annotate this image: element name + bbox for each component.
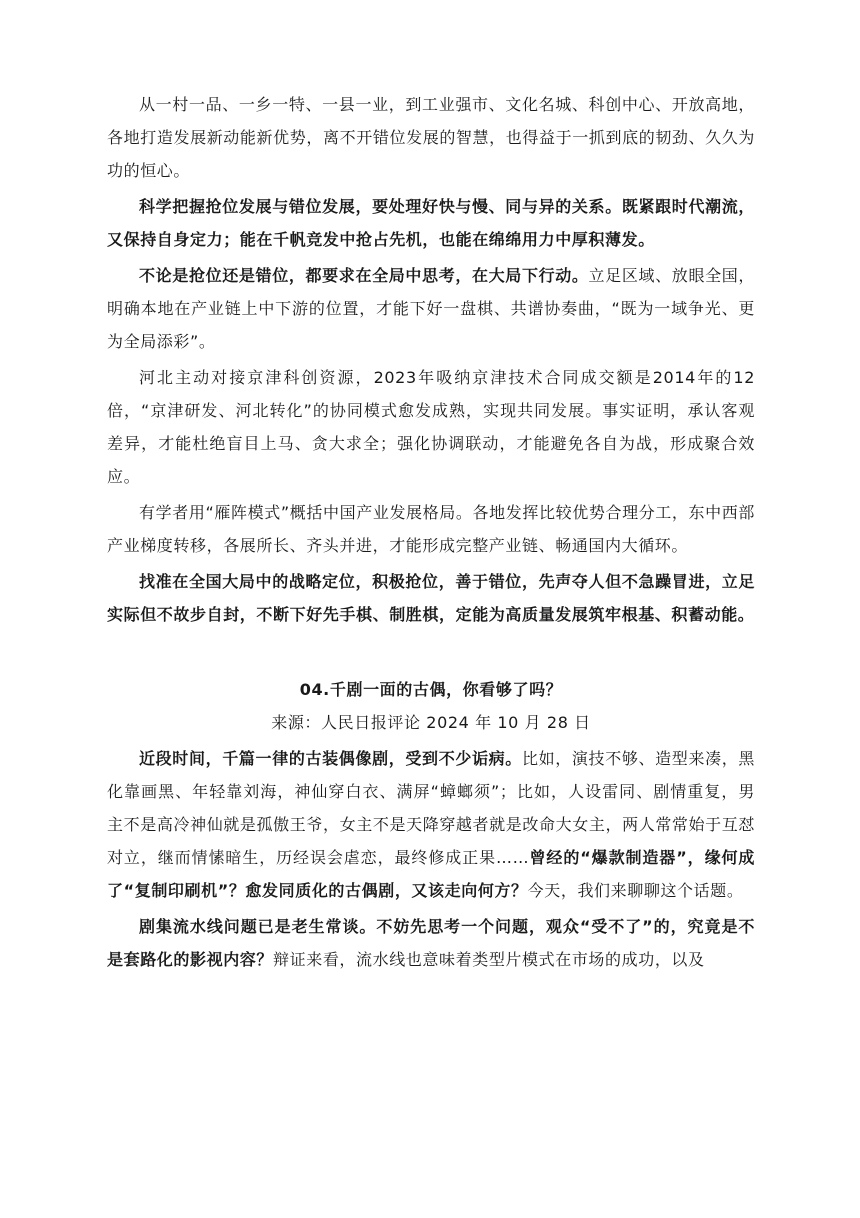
paragraph-4-text: 河北主动对接京津科创资源，2023年吸纳京津技术合同成交额是2014年的12倍，“京津研发、河北转化”的协同模式愈发成熟，实现共同发展。事实证明，承认客观差异，才能杜绝盲目上马、贪大求全；强化协调联动，才能避免各自为战，形成聚合效应。 xyxy=(107,368,755,486)
paragraph-2-bold-text: 科学把握抢位发展与错位发展，要处理好快与慢、同与异的关系。既紧跟时代潮流，又保持自身定力；能在千帆竞发中抢占先机，也能在绵绵用力中厚积薄发。 xyxy=(107,197,755,249)
article-paragraph-1-text-b: 今天，我们来聊聊这个话题。 xyxy=(527,881,744,900)
paragraph-3-text: 立足区域、放眼全国，明确本地在产业链上中下游的位置，才能下好一盘棋、共谱协奏曲，“既为一域争光、更为全局添彩”。 xyxy=(107,266,755,351)
section-spacer xyxy=(107,634,755,673)
article-paragraph-1 xyxy=(107,742,755,907)
paragraph-6 xyxy=(107,565,755,631)
article-paragraph-2 xyxy=(107,910,755,976)
article-paragraph-2-bold: 剧集流水线问题已是老生常谈。不妨先思考一个问题，观众“受不了”的，究竟是不是套路化的影视内容？ xyxy=(107,917,755,969)
article-paragraph-1-bold-a: 近段时间，千篇一律的古装偶像剧，受到不少诟病。 xyxy=(139,749,522,768)
paragraph-1 xyxy=(107,88,755,187)
paragraph-2 xyxy=(107,190,755,256)
paragraph-3 xyxy=(107,259,755,358)
article-paragraph-1-bold-b: 曾经的“爆款制造器”，缘何成了“复制印刷机”？愈发同质化的古偶剧，又该走向何方？ xyxy=(107,848,755,900)
paragraph-4 xyxy=(107,361,755,493)
paragraph-5 xyxy=(107,496,755,562)
paragraph-5-text: 有学者用“雁阵模式”概括中国产业发展格局。各地发挥比较优势合理分工，东中西部产业梯度转移，各展所长、齐头并进，才能形成完整产业链、畅通国内大循环。 xyxy=(107,503,755,555)
paragraph-1-text: 从一村一品、一乡一特、一县一业，到工业强市、文化名城、科创中心、开放高地，各地打造发展新动能新优势，离不开错位发展的智慧，也得益于一抓到底的韧劲、久久为功的恒心。 xyxy=(107,95,755,180)
article-source: 来源：人民日报评论 2024 年 10 月 28 日 xyxy=(271,713,591,732)
paragraph-3-bold-text: 不论是抢位还是错位，都要求在全局中思考，在大局下行动。 xyxy=(139,266,589,285)
article-title: 04.千剧一面的古偶，你看够了吗？ xyxy=(299,680,563,699)
article-paragraph-2-text: 辩证来看，流水线也意味着类型片模式在市场的成功，以及 xyxy=(273,950,705,969)
paragraph-6-bold-text: 找准在全国大局中的战略定位，积极抢位，善于错位，先声夺人但不急躁冒进，立足实际但不故步自封，不断下好先手棋、制胜棋，定能为高质量发展筑牢根基、积蓄动能。 xyxy=(107,572,755,624)
article-paragraph-1-text-a: 比如，演技不够、造型来凑，黑化靠画黑、年轻靠刘海，神仙穿白衣、满屏“蟑螂须”；比如，人设雷同、剧情重复，男主不是高冷神仙就是孤傲王爷，女主不是天降穿越者就是改命大女主，两人常常始于互怼对立，继而情愫暗生，历经误会虐恋，最终修成正果…… xyxy=(107,749,755,867)
document-page xyxy=(107,88,755,979)
